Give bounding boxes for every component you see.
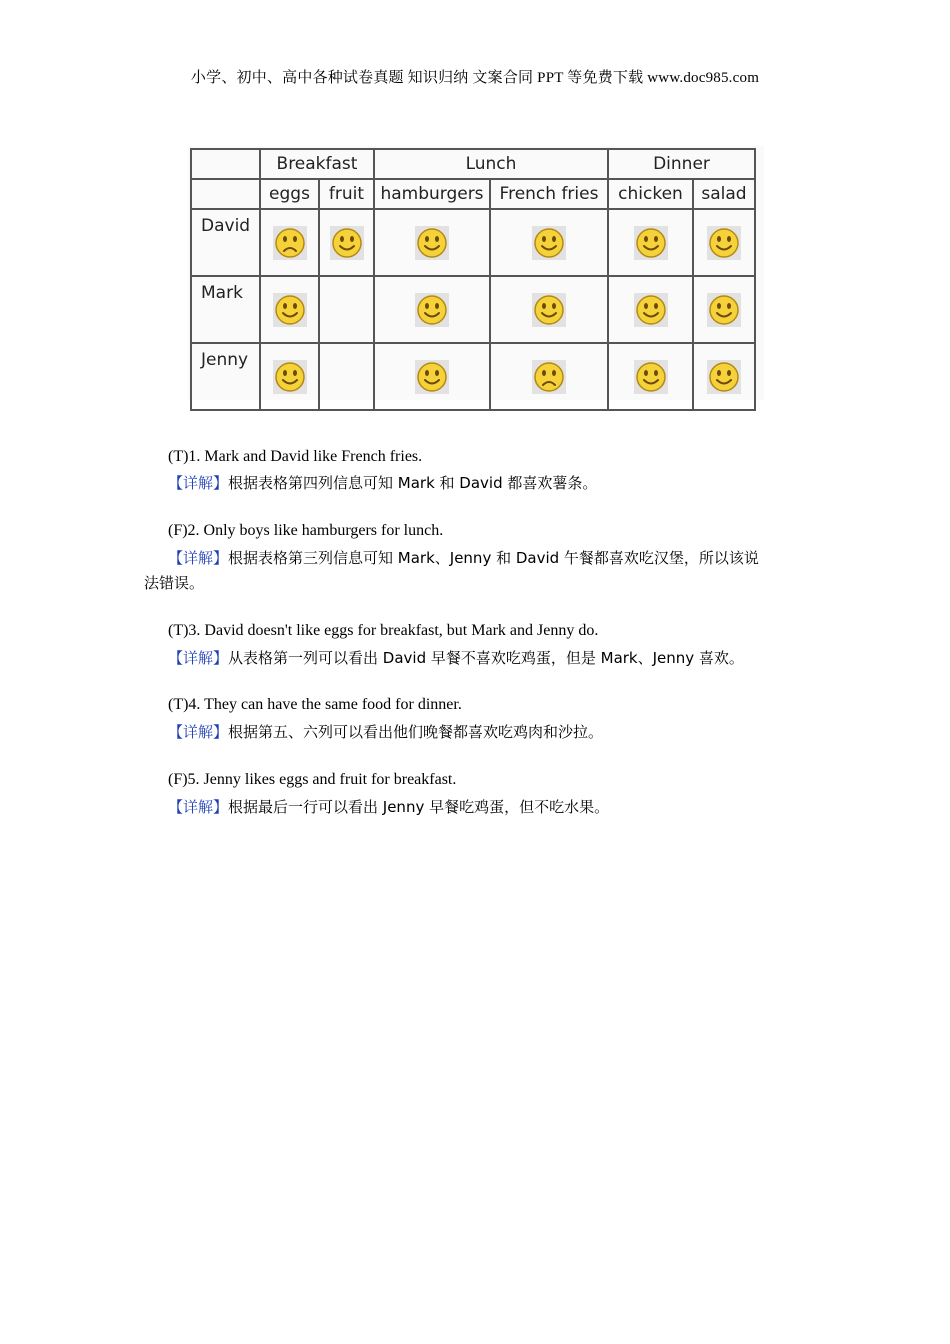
frown-face-icon <box>273 226 307 260</box>
detail-tag: 【详解】 <box>168 723 229 741</box>
detail-5 <box>168 796 609 817</box>
corner-cell-2 <box>191 179 260 209</box>
smiley-face-icon <box>415 360 449 394</box>
group-header-breakfast: Breakfast <box>260 149 374 179</box>
column-header-eggs: eggs <box>260 179 319 209</box>
row-name-mark: Mark <box>191 276 260 343</box>
detail-tag: 【详解】 <box>168 474 229 492</box>
face-cell <box>319 343 374 410</box>
detail-text: 根据最后一行可以看出 Jenny 早餐吃鸡蛋，但不吃水果。 <box>228 798 610 816</box>
face-cell <box>693 343 755 410</box>
detail-text: 根据表格第四列信息可知 Mark 和 David 都喜欢薯条。 <box>228 474 598 492</box>
smiley-face-icon <box>532 226 566 260</box>
face-cell <box>374 276 490 343</box>
smiley-face-icon <box>415 226 449 260</box>
face-cell <box>490 209 608 276</box>
smiley-face-icon <box>273 360 307 394</box>
detail-2-continued: 法错误。 <box>144 574 205 592</box>
food-preference-table <box>188 146 764 400</box>
question-4: (T)4. They can have the same food for dinner. <box>168 696 462 713</box>
column-header-salad: salad <box>693 179 755 209</box>
column-header-chicken: chicken <box>608 179 693 209</box>
face-cell <box>490 276 608 343</box>
face-cell <box>490 343 608 410</box>
detail-tag: 【详解】 <box>168 798 229 816</box>
face-cell <box>608 276 693 343</box>
question-5: (F)5. Jenny likes eggs and fruit for breakfast. <box>168 771 457 788</box>
column-header-fruit: fruit <box>319 179 374 209</box>
corner-cell <box>191 149 260 179</box>
row-name-jenny: Jenny <box>191 343 260 410</box>
smiley-face-icon <box>707 293 741 327</box>
face-cell <box>319 276 374 343</box>
detail-text: 根据表格第三列信息可知 Mark、Jenny 和 David 午餐都喜欢吃汉堡，所以该说 <box>228 549 759 567</box>
smiley-face-icon <box>707 360 741 394</box>
detail-tag: 【详解】 <box>168 649 229 667</box>
detail-tag: 【详解】 <box>168 549 229 567</box>
smiley-face-icon <box>415 293 449 327</box>
page-header: 小学、初中、高中各种试卷真题 知识归纳 文案合同 PPT 等免费下载 www.doc985.com <box>190 70 760 86</box>
face-cell <box>260 209 319 276</box>
detail-text: 根据第五、六列可以看出他们晚餐都喜欢吃鸡肉和沙拉。 <box>228 723 604 741</box>
row-name-david: David <box>191 209 260 276</box>
frown-face-icon <box>532 360 566 394</box>
smiley-face-icon <box>634 360 668 394</box>
smiley-face-icon <box>532 293 566 327</box>
group-header-lunch: Lunch <box>374 149 608 179</box>
question-2: (F)2. Only boys like hamburgers for lunch. <box>168 522 444 539</box>
question-3: (T)3. David doesn't like eggs for breakfast, but Mark and Jenny do. <box>168 622 599 639</box>
face-cell <box>608 209 693 276</box>
detail-4 <box>168 721 603 742</box>
preference-grid <box>190 148 756 411</box>
column-header-hamburgers: hamburgers <box>374 179 490 209</box>
face-cell <box>319 209 374 276</box>
question-1: (T)1. Mark and David like French fries. <box>168 448 423 465</box>
detail-3 <box>168 647 744 668</box>
column-header-french-fries: French fries <box>490 179 608 209</box>
smiley-face-icon <box>634 293 668 327</box>
table-row <box>191 209 755 276</box>
table-row <box>191 343 755 410</box>
detail-1 <box>168 472 597 493</box>
face-cell <box>374 209 490 276</box>
face-cell <box>374 343 490 410</box>
detail-text: 从表格第一列可以看出 David 早餐不喜欢吃鸡蛋，但是 Mark、Jenny 喜欢。 <box>228 649 744 667</box>
group-header-dinner: Dinner <box>608 149 755 179</box>
face-cell <box>693 209 755 276</box>
smiley-face-icon <box>330 226 364 260</box>
face-cell <box>693 276 755 343</box>
smiley-face-icon <box>634 226 668 260</box>
face-cell <box>260 276 319 343</box>
smiley-face-icon <box>273 293 307 327</box>
detail-2 <box>168 547 759 568</box>
smiley-face-icon <box>707 226 741 260</box>
face-cell <box>608 343 693 410</box>
face-cell <box>260 343 319 410</box>
table-row <box>191 276 755 343</box>
